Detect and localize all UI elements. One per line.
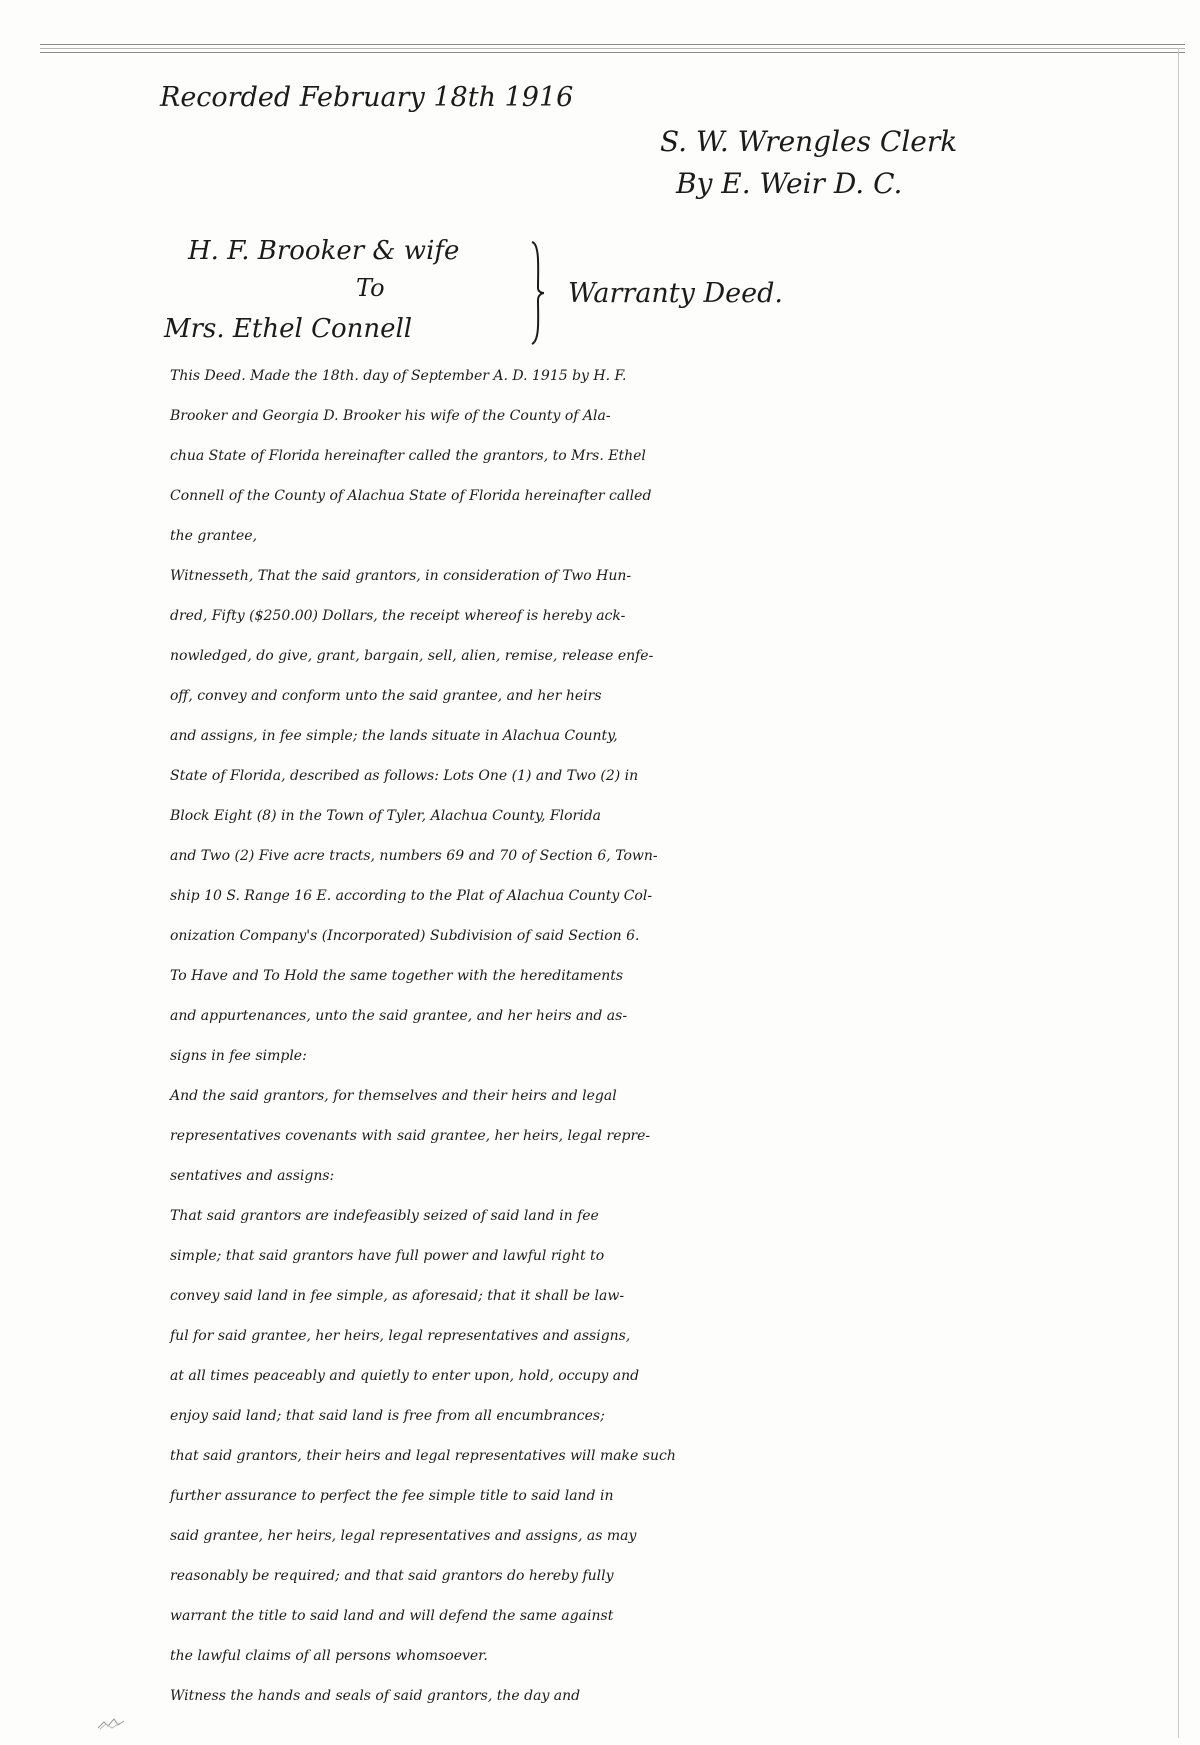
- body-line: onization Company's (Incorporated) Subdivision of said Section 6.: [170, 928, 640, 944]
- body-line: representatives covenants with said grantee, her heirs, legal repre-: [170, 1128, 651, 1144]
- body-line: dred, Fifty ($250.00) Dollars, the receipt whereof is hereby ack-: [170, 608, 626, 624]
- caption-instrument-type: Warranty Deed.: [568, 278, 783, 309]
- body-line: That said grantors are indefeasibly seized of said land in fee: [170, 1208, 599, 1224]
- body-line: said grantee, her heirs, legal representatives and assigns, as may: [170, 1528, 637, 1544]
- body-line: warrant the title to said land and will defend the same against: [170, 1608, 614, 1624]
- body-line: Witness the hands and seals of said grantors, the day and: [170, 1688, 581, 1704]
- deed-body: [170, 356, 1160, 1716]
- ledger-right-margin-rule: [1178, 48, 1179, 1738]
- body-line: the grantee,: [170, 528, 258, 544]
- body-line: and Two (2) Five acre tracts, numbers 69 and 70 of Section 6, Town-: [170, 848, 658, 864]
- body-line: Brooker and Georgia D. Brooker his wife of the County of Ala-: [170, 408, 611, 424]
- body-line: chua State of Florida hereinafter called the grantors, to Mrs. Ethel: [170, 448, 646, 464]
- body-line: convey said land in fee simple, as aforesaid; that it shall be law-: [170, 1288, 625, 1304]
- body-line: Connell of the County of Alachua State of Florida hereinafter called: [170, 488, 652, 504]
- body-line: ship 10 S. Range 16 E. according to the Plat of Alachua County Col-: [170, 888, 653, 904]
- recorded-date-line: Recorded February 18th 1916: [160, 82, 574, 113]
- body-line: and appurtenances, unto the said grantee, and her heirs and as-: [170, 1008, 628, 1024]
- body-line: This Deed. Made the 18th. day of September A. D. 1915 by H. F.: [170, 368, 627, 384]
- caption-grantee: Mrs. Ethel Connell: [164, 314, 413, 344]
- body-line: that said grantors, their heirs and legal representatives will make such: [170, 1448, 676, 1464]
- body-line: at all times peaceably and quietly to enter upon, hold, occupy and: [170, 1368, 640, 1384]
- body-line: And the said grantors, for themselves and their heirs and legal: [170, 1088, 617, 1104]
- body-line: off, convey and conform unto the said grantee, and her heirs: [170, 688, 602, 704]
- body-line: nowledged, do give, grant, bargain, sell, alien, remise, release enfe-: [170, 648, 654, 664]
- caption-grantor: H. F. Brooker & wife: [188, 236, 460, 266]
- body-line: enjoy said land; that said land is free from all encumbrances;: [170, 1408, 605, 1424]
- body-line: Block Eight (8) in the Town of Tyler, Alachua County, Florida: [170, 808, 602, 824]
- body-line: sentatives and assigns:: [170, 1168, 335, 1184]
- body-line: simple; that said grantors have full power and lawful right to: [170, 1248, 605, 1264]
- body-line: reasonably be required; and that said grantors do hereby fully: [170, 1568, 614, 1584]
- body-line: ful for said grantee, her heirs, legal representatives and assigns,: [170, 1328, 631, 1344]
- clerk-signature-line: S. W. Wrengles Clerk: [660, 125, 958, 158]
- body-line: Witnesseth, That the said grantors, in consideration of Two Hun-: [170, 568, 632, 584]
- caption-to: To: [356, 274, 385, 302]
- ledger-top-rule: [40, 44, 1185, 53]
- body-line: To Have and To Hold the same together with the hereditaments: [170, 968, 624, 984]
- body-line: further assurance to perfect the fee simple title to said land in: [170, 1488, 614, 1504]
- body-line: and assigns, in fee simple; the lands situate in Alachua County,: [170, 728, 618, 744]
- caption-brace: [528, 240, 548, 346]
- body-line: the lawful claims of all persons whomsoever.: [170, 1648, 488, 1664]
- body-line: State of Florida, described as follows: Lots One (1) and Two (2) in: [170, 768, 639, 784]
- scan-artifact-icon: [96, 1716, 126, 1730]
- deputy-clerk-line: By E. Weir D. C.: [676, 167, 903, 200]
- body-line: signs in fee simple:: [170, 1048, 307, 1064]
